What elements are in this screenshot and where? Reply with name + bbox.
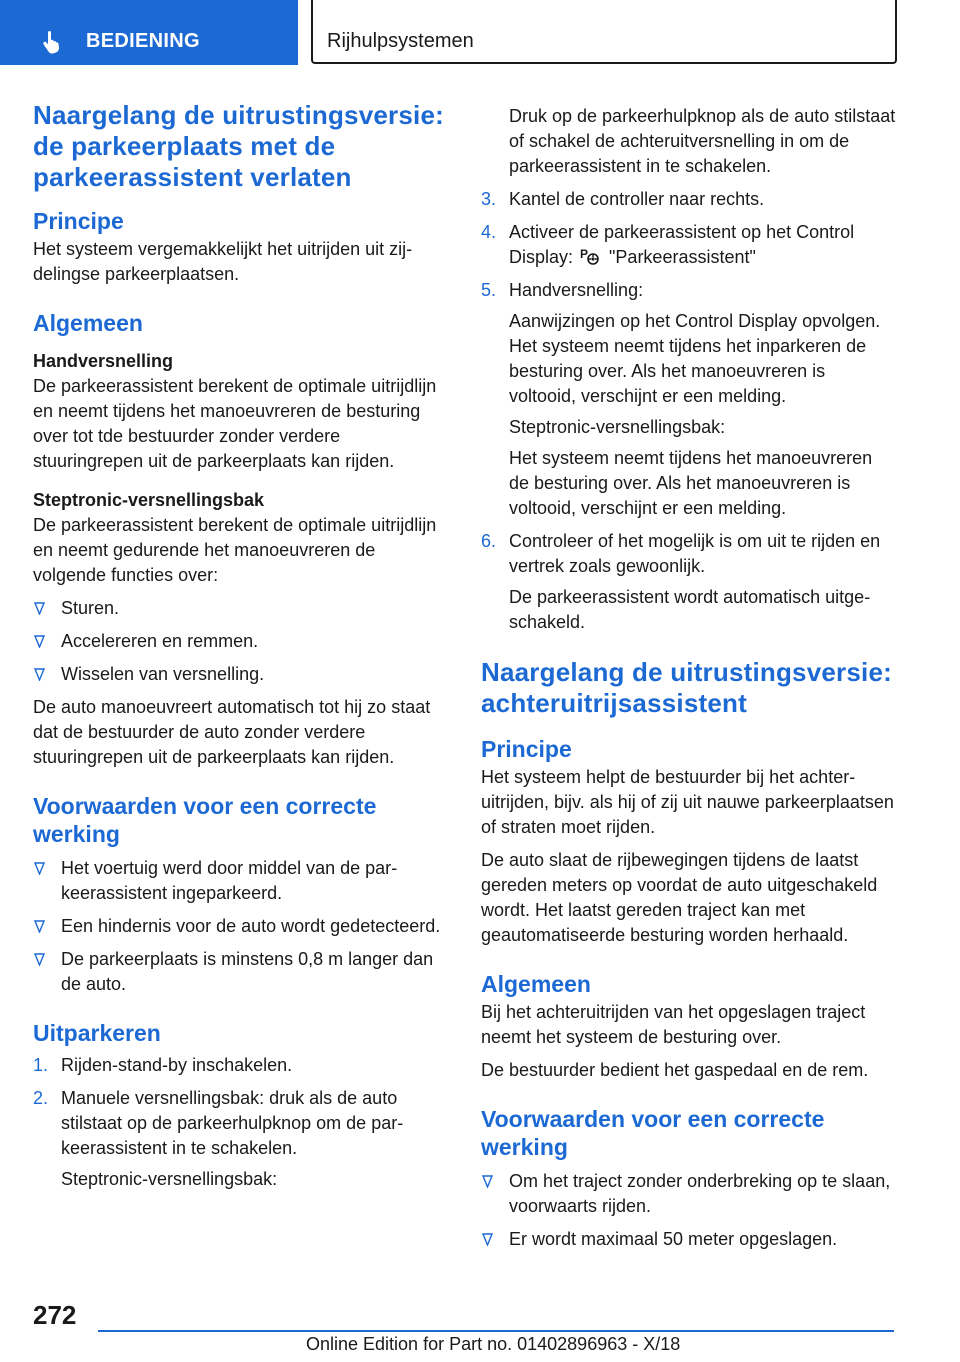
principe-heading: Principe [33, 208, 124, 234]
algemeen-heading: Algemeen [33, 310, 143, 336]
list-item: 1. Rijden-stand-by inschakelen. [33, 1055, 293, 1075]
list-item: 3. Kantel de controller naar rechts. [481, 189, 765, 209]
list-item: Er wordt maximaal 50 meter opgeslagen. [481, 1227, 896, 1252]
list-item: Het voertuig werd door middel van de parkeerassistent ingeparkeerd. [33, 856, 445, 906]
functions-list [33, 596, 445, 687]
svg-text:P: P [580, 247, 589, 261]
conditions-heading: Voorwaarden voor een correcte werking [33, 793, 377, 847]
principe-text-1: Het systeem helpt de bestuurder bij het achteruitrijden, bijv. als hij of zij uit nauwe parkeerplaatsen of straten moet rijden. [481, 767, 894, 837]
hand-text: De parkeerassistent berekent de optimale uitrijdlijn en neemt tijdens het manoeuvreren de besturing over tot tde bestuurder zonder verdere stuuringrepen uit de parkeerplaats kan rijden. [33, 376, 437, 471]
step-sub: De parkeerassistent wordt automatisch uitgeschakeld. [509, 587, 871, 632]
left-column [33, 100, 445, 1200]
steps-list [33, 1053, 445, 1192]
footer-edition: Online Edition for Part no. 01402896963 - X/18 [306, 1334, 681, 1354]
uitparkeren-heading: Uitparkeren [33, 1020, 161, 1046]
triangle-bullet-icon [34, 635, 45, 648]
section-title-2: Naargelang de uitrustingsversie: achteruitrijsassistent [481, 657, 892, 718]
page-number: 272 [33, 1300, 77, 1330]
parking-assistant-icon [579, 246, 601, 266]
step-text: De parkeerassistent berekent de optimale uitrijdlijn en neemt gedurende het manoeuvreren de volgende functies over: [33, 515, 437, 585]
conditions-list [33, 856, 445, 997]
step-sub: Steptronic-versnellingsbak: [61, 1169, 278, 1189]
list-item: Sturen. [33, 596, 445, 621]
step-sub: Steptronic-versnellingsbak: [509, 417, 726, 437]
step-heading: Steptronic-versnellingsbak [33, 490, 265, 510]
principe-text: Het systeem vergemakkelijkt het uitrijden uit zijdelingse parkeerplaatsen. [33, 239, 413, 284]
triangle-bullet-icon [34, 920, 45, 933]
chapter-tab[interactable] [0, 0, 298, 65]
footer-divider [98, 1330, 894, 1332]
conditions-heading-2: Voorwaarden voor een correcte werking [481, 1106, 825, 1160]
list-item: 2. Manuele versnellingsbak: druk als de auto stilstaat op de parkeerhulpknop om de parkeerassistent in te schakelen. Steptronic-versnellingsbak: [33, 1086, 445, 1192]
section-label: Rijhulpsystemen [327, 30, 474, 52]
algemeen-heading-2: Algemeen [481, 971, 591, 997]
triangle-bullet-icon [482, 1233, 493, 1246]
after-text: De auto manoeuvreert automatisch tot hij zo staat dat de bestuurder de auto zonder verdere stuuringrepen uit de parkeerplaats kan rijden. [33, 697, 431, 767]
list-item: Een hindernis voor de auto wordt gedetecteerd. [33, 914, 445, 939]
continued-text: Druk op de parkeerhulpknop als de auto stilstaat of schakel de achteruitversnelling in om de parkeerassistent in te schakelen. [509, 106, 896, 176]
list-item: De parkeerplaats is minstens 0,8 m langer dan de auto. [33, 947, 445, 997]
chapter-label: BEDIENING [86, 30, 200, 52]
algemeen-text-1: Bij het achteruitrijden van het opgeslagen traject neemt het systeem de besturing over. [481, 1002, 866, 1047]
triangle-bullet-icon [482, 1175, 493, 1188]
steps-list [481, 187, 896, 635]
triangle-bullet-icon [34, 953, 45, 966]
list-item: Om het traject zonder onderbreking op te slaan, voorwaarts rijden. [481, 1169, 896, 1219]
list-item: Accelereren en remmen. [33, 629, 445, 654]
hand-pointer-icon [40, 30, 64, 54]
triangle-bullet-icon [34, 668, 45, 681]
algemeen-text-2: De bestuurder bedient het gaspedaal en de rem. [481, 1060, 869, 1080]
principe-heading-2: Principe [481, 736, 572, 762]
triangle-bullet-icon [34, 602, 45, 615]
section-title: Naargelang de uitrustingsversie: de parkeerplaats met de parkeerassistent verlaten [33, 100, 444, 192]
hand-heading: Handversnelling [33, 351, 174, 371]
step-sub: Het systeem neemt tijdens het manoeuvreren de besturing over. Als het manoeuvreren is voltooid, verschijnt er een melding. [509, 448, 873, 518]
step-sub: Aanwijzingen op het Control Display opvolgen. Het systeem neemt tijdens het inparkeren de besturing over. Als het manoeuvreren is voltooid, verschijnt er een melding. [509, 311, 881, 406]
list-item: 5. Handversnelling: Aanwijzingen op het Control Display opvolgen. Het systeem neemt tijdens het inparkeren de besturing over. Als het manoeuvreren is voltooid, verschijnt er een melding. Steptronic-versnellingsbak: Het systeem neemt tijdens het manoeuvreren de besturing over. Als het manoeuvreren is voltooid, verschijnt er een melding. [481, 278, 896, 521]
list-item: 4. Activeer de parkeerassistent op het Control Display: P "Parkeerassistent" [481, 222, 855, 267]
conditions-list-2 [481, 1169, 896, 1252]
section-tab[interactable] [311, 0, 897, 64]
right-column [481, 104, 896, 1260]
list-item: 6. Controleer of het mogelijk is om uit te rijden en vertrek zoals gewoonlijk. De parkeerassistent wordt automatisch uitgeschakeld. [481, 529, 896, 635]
list-item: Wisselen van versnelling. [33, 662, 445, 687]
principe-text-2: De auto slaat de rijbewegingen tijdens de laatst gereden meters op voordat de auto uitgeschakeld wordt. Het laatst gereden traject kan met geautomatiseerde besturing worden herhaald. [481, 850, 878, 945]
triangle-bullet-icon [34, 862, 45, 875]
